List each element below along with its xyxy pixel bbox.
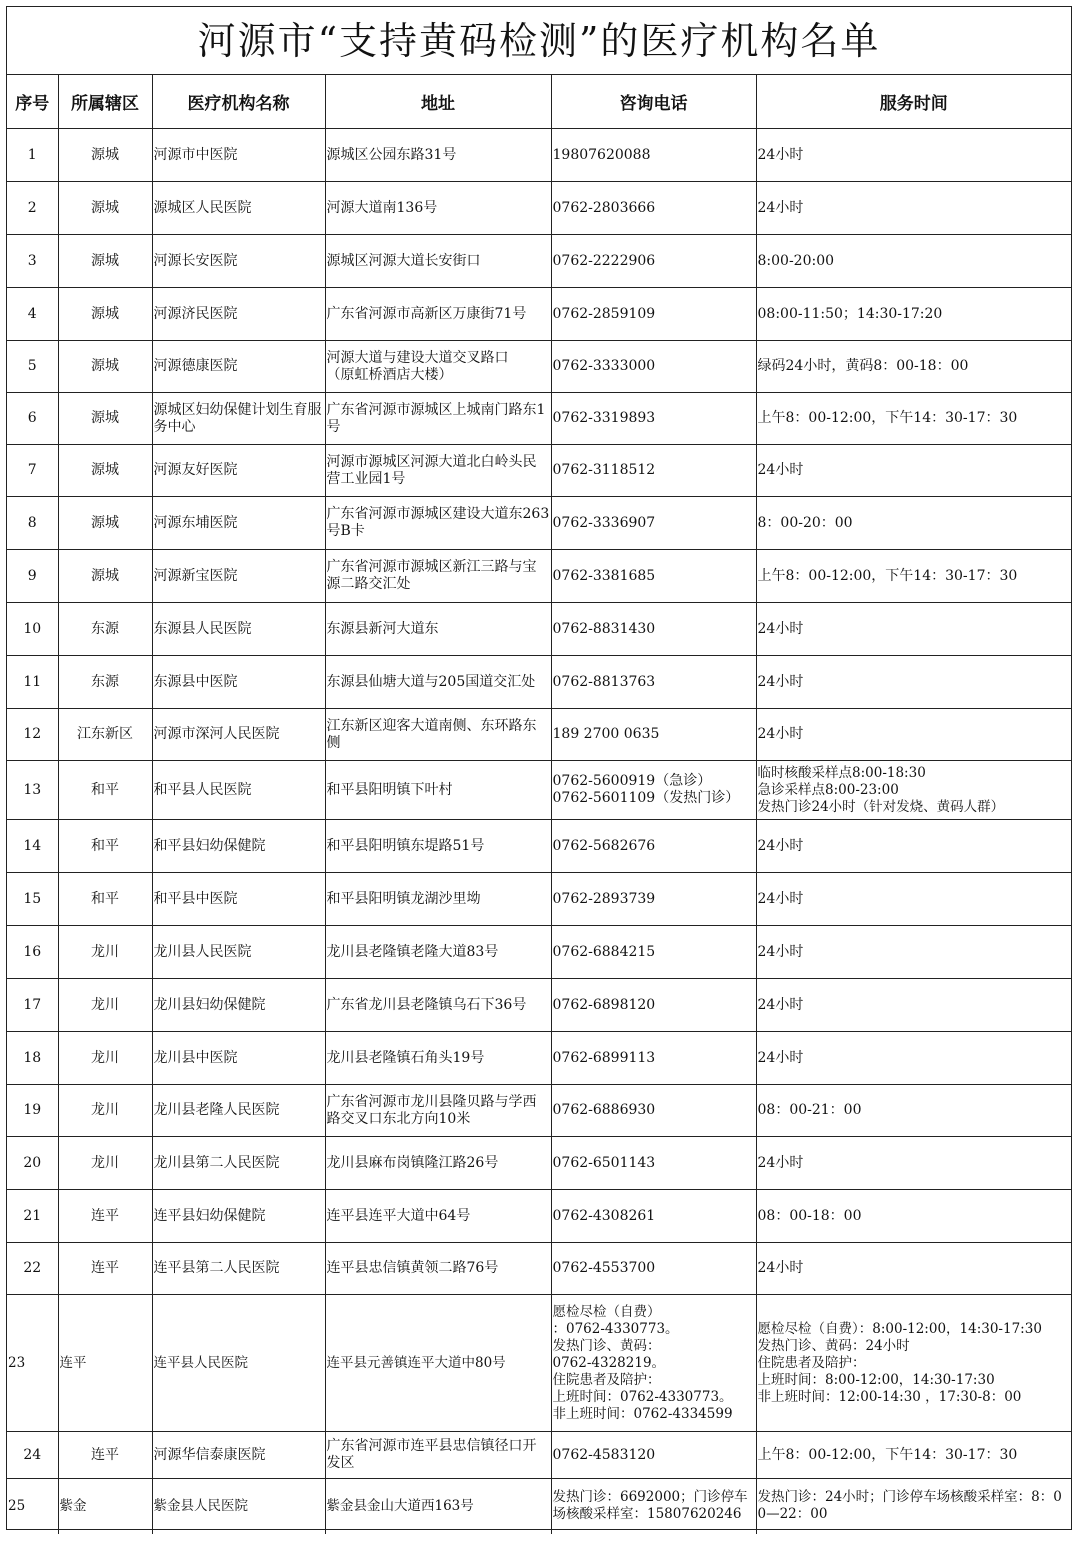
row-service-hours: 临时核酸采样点8:00-18:30 急诊采样点8:00-23:00 发热门诊24小时（针对发烧、黄码人群） xyxy=(756,761,1071,820)
header-service-hours: 服务时间 xyxy=(756,75,1071,129)
row-address: 连平县连平大道中64号 xyxy=(325,1190,551,1243)
row-phone: 0762-6501143 xyxy=(551,1137,756,1190)
row-index: 14 xyxy=(7,820,58,873)
row-index: 17 xyxy=(7,979,58,1032)
row-service-hours: 上午8：00-12:00，下午14：30-17：30 xyxy=(756,1432,1071,1479)
table-row xyxy=(7,235,1071,288)
row-service-hours: 08：00-18：00 xyxy=(756,1190,1071,1243)
row-institution: 龙川县老隆人民医院 xyxy=(152,1085,325,1137)
row-district: 源城 xyxy=(58,550,152,603)
row-service-hours: 24小时 xyxy=(756,873,1071,926)
row-district: 连平 xyxy=(58,1295,152,1432)
row-district: 源城 xyxy=(58,288,152,341)
table-row xyxy=(7,393,1071,445)
row-address: 龙川县老隆镇石角头19号 xyxy=(325,1032,551,1085)
row-index: 21 xyxy=(7,1190,58,1243)
row-phone: 0762-2803666 xyxy=(551,182,756,235)
table-row xyxy=(7,1479,1071,1534)
row-index: 3 xyxy=(7,235,58,288)
row-service-hours: 24小时 xyxy=(756,1243,1071,1295)
row-district: 东源 xyxy=(58,603,152,656)
table-row xyxy=(7,1085,1071,1137)
row-index: 1 xyxy=(7,129,58,182)
row-address: 龙川县麻布岗镇隆江路26号 xyxy=(325,1137,551,1190)
row-address: 广东省河源市源城区建设大道东263号B卡 xyxy=(325,497,551,550)
row-district: 龙川 xyxy=(58,979,152,1032)
row-index: 24 xyxy=(7,1432,58,1479)
row-phone: 0762-4583120 xyxy=(551,1432,756,1479)
row-service-hours: 24小时 xyxy=(756,182,1071,235)
table-row xyxy=(7,761,1071,820)
table-row xyxy=(7,1137,1071,1190)
row-index: 16 xyxy=(7,926,58,979)
row-institution: 东源县中医院 xyxy=(152,656,325,709)
row-address: 东源县新河大道东 xyxy=(325,603,551,656)
row-index: 6 xyxy=(7,393,58,445)
row-phone: 0762-6884215 xyxy=(551,926,756,979)
row-phone: 0762-6899113 xyxy=(551,1032,756,1085)
row-address: 连平县元善镇连平大道中80号 xyxy=(325,1295,551,1432)
row-district: 和平 xyxy=(58,820,152,873)
row-address: 和平县阳明镇下叶村 xyxy=(325,761,551,820)
table-row xyxy=(7,1190,1071,1243)
header-index: 序号 xyxy=(7,75,58,129)
row-institution: 河源市深河人民医院 xyxy=(152,709,325,761)
row-service-hours: 8:00-20:00 xyxy=(756,235,1071,288)
row-institution: 和平县人民医院 xyxy=(152,761,325,820)
institution-table xyxy=(7,75,1071,1534)
row-index: 22 xyxy=(7,1243,58,1295)
row-service-hours: 24小时 xyxy=(756,656,1071,709)
row-index: 11 xyxy=(7,656,58,709)
row-address: 河源大道与建设大道交叉路口 （原虹桥酒店大楼） xyxy=(325,341,551,393)
row-institution: 源城区妇幼保健计划生育服务中心 xyxy=(152,393,325,445)
row-phone: 发热门诊：6692000；门诊停车场核酸采样室：15807620246 xyxy=(551,1479,756,1534)
row-index: 7 xyxy=(7,445,58,497)
row-service-hours: 08:00-11:50；14:30-17:20 xyxy=(756,288,1071,341)
header-phone: 咨询电话 xyxy=(551,75,756,129)
table-row xyxy=(7,709,1071,761)
row-phone: 0762-2893739 xyxy=(551,873,756,926)
row-index: 12 xyxy=(7,709,58,761)
row-index: 9 xyxy=(7,550,58,603)
row-district: 源城 xyxy=(58,393,152,445)
row-service-hours: 发热门诊：24小时；门诊停车场核酸采样室：8：00—22：00 xyxy=(756,1479,1071,1534)
row-institution: 河源济民医院 xyxy=(152,288,325,341)
row-district: 源城 xyxy=(58,341,152,393)
table-row xyxy=(7,1432,1071,1479)
row-district: 源城 xyxy=(58,445,152,497)
row-institution: 源城区人民医院 xyxy=(152,182,325,235)
row-service-hours: 上午8：00-12:00，下午14：30-17：30 xyxy=(756,550,1071,603)
table-row xyxy=(7,1295,1071,1432)
row-service-hours: 24小时 xyxy=(756,1032,1071,1085)
row-phone: 0762-3381685 xyxy=(551,550,756,603)
row-district: 龙川 xyxy=(58,1085,152,1137)
row-district: 源城 xyxy=(58,182,152,235)
row-index: 2 xyxy=(7,182,58,235)
table-row xyxy=(7,445,1071,497)
header-institution: 医疗机构名称 xyxy=(152,75,325,129)
row-phone: 0762-3333000 xyxy=(551,341,756,393)
table-row xyxy=(7,550,1071,603)
row-institution: 河源新宝医院 xyxy=(152,550,325,603)
row-phone: 0762-3319893 xyxy=(551,393,756,445)
row-address: 广东省河源市源城区新江三路与宝源二路交汇处 xyxy=(325,550,551,603)
row-service-hours: 24小时 xyxy=(756,926,1071,979)
row-address: 河源市源城区河源大道北白岭头民营工业园1号 xyxy=(325,445,551,497)
row-institution: 连平县第二人民医院 xyxy=(152,1243,325,1295)
row-service-hours: 绿码24小时，黄码8：00-18：00 xyxy=(756,341,1071,393)
row-institution: 河源德康医院 xyxy=(152,341,325,393)
row-district: 东源 xyxy=(58,656,152,709)
row-index: 19 xyxy=(7,1085,58,1137)
row-institution: 东源县人民医院 xyxy=(152,603,325,656)
row-phone: 0762-2222906 xyxy=(551,235,756,288)
row-institution: 龙川县中医院 xyxy=(152,1032,325,1085)
row-address: 广东省河源市源城区上城南门路东1号 xyxy=(325,393,551,445)
row-index: 25 xyxy=(7,1479,58,1534)
row-institution: 龙川县第二人民医院 xyxy=(152,1137,325,1190)
document-sheet xyxy=(6,6,1072,1530)
row-address: 和平县阳明镇龙湖沙里坳 xyxy=(325,873,551,926)
row-phone: 0762-6886930 xyxy=(551,1085,756,1137)
row-address: 源城区公园东路31号 xyxy=(325,129,551,182)
table-row xyxy=(7,1243,1071,1295)
row-service-hours: 24小时 xyxy=(756,820,1071,873)
row-phone: 0762-8831430 xyxy=(551,603,756,656)
row-institution: 和平县妇幼保健院 xyxy=(152,820,325,873)
row-institution: 河源市中医院 xyxy=(152,129,325,182)
row-service-hours: 24小时 xyxy=(756,603,1071,656)
table-row xyxy=(7,603,1071,656)
row-service-hours: 24小时 xyxy=(756,709,1071,761)
row-institution: 紫金县人民医院 xyxy=(152,1479,325,1534)
row-index: 5 xyxy=(7,341,58,393)
row-address: 和平县阳明镇东堤路51号 xyxy=(325,820,551,873)
row-institution: 和平县中医院 xyxy=(152,873,325,926)
row-phone: 0762-5682676 xyxy=(551,820,756,873)
table-row xyxy=(7,497,1071,550)
row-institution: 河源东埔医院 xyxy=(152,497,325,550)
table-row xyxy=(7,182,1071,235)
table-row xyxy=(7,341,1071,393)
row-district: 源城 xyxy=(58,235,152,288)
row-address: 河源大道南136号 xyxy=(325,182,551,235)
row-district: 源城 xyxy=(58,497,152,550)
row-address: 源城区河源大道长安街口 xyxy=(325,235,551,288)
table-row xyxy=(7,129,1071,182)
row-address: 东源县仙塘大道与205国道交汇处 xyxy=(325,656,551,709)
row-address: 连平县忠信镇黄领二路76号 xyxy=(325,1243,551,1295)
header-address: 地址 xyxy=(325,75,551,129)
row-district: 和平 xyxy=(58,761,152,820)
row-index: 4 xyxy=(7,288,58,341)
row-phone: 愿检尽检（自费） ：0762-4330773。 发热门诊、黄码： 0762-4328219。 住院患者及陪护： 上班时间：0762-4330773。 非上班时间：0762-4334599 xyxy=(551,1295,756,1432)
row-address: 广东省河源市龙川县隆贝路与学西路交叉口东北方向10米 xyxy=(325,1085,551,1137)
table-row xyxy=(7,873,1071,926)
row-index: 8 xyxy=(7,497,58,550)
row-phone: 0762-2859109 xyxy=(551,288,756,341)
table-row xyxy=(7,926,1071,979)
table-row xyxy=(7,820,1071,873)
row-phone: 189 2700 0635 xyxy=(551,709,756,761)
row-service-hours: 24小时 xyxy=(756,1137,1071,1190)
row-service-hours: 24小时 xyxy=(756,979,1071,1032)
table-row xyxy=(7,979,1071,1032)
row-institution: 河源华信泰康医院 xyxy=(152,1432,325,1479)
row-institution: 龙川县妇幼保健院 xyxy=(152,979,325,1032)
row-institution: 河源友好医院 xyxy=(152,445,325,497)
table-row xyxy=(7,288,1071,341)
row-phone: 0762-4308261 xyxy=(551,1190,756,1243)
row-address: 紫金县金山大道西163号 xyxy=(325,1479,551,1534)
row-index: 23 xyxy=(7,1295,58,1432)
row-address: 龙川县老隆镇老隆大道83号 xyxy=(325,926,551,979)
row-institution: 连平县人民医院 xyxy=(152,1295,325,1432)
row-district: 江东新区 xyxy=(58,709,152,761)
row-index: 10 xyxy=(7,603,58,656)
row-address: 广东省河源市高新区万康街71号 xyxy=(325,288,551,341)
row-district: 龙川 xyxy=(58,926,152,979)
row-address: 广东省河源市连平县忠信镇径口开发区 xyxy=(325,1432,551,1479)
row-institution: 河源长安医院 xyxy=(152,235,325,288)
row-district: 连平 xyxy=(58,1190,152,1243)
row-institution: 龙川县人民医院 xyxy=(152,926,325,979)
row-district: 源城 xyxy=(58,129,152,182)
row-phone: 19807620088 xyxy=(551,129,756,182)
row-address: 江东新区迎客大道南侧、东环路东侧 xyxy=(325,709,551,761)
row-phone: 0762-3336907 xyxy=(551,497,756,550)
row-district: 连平 xyxy=(58,1243,152,1295)
row-service-hours: 8：00-20：00 xyxy=(756,497,1071,550)
row-service-hours: 08：00-21：00 xyxy=(756,1085,1071,1137)
row-district: 连平 xyxy=(58,1432,152,1479)
row-service-hours: 愿检尽检（自费）：8:00-12:00，14:30-17:30 发热门诊、黄码：24小时 住院患者及陪护： 上班时间：8:00-12:00，14:30-17:30 非上班时间：12:00-14:30 ，17:30-8：00 xyxy=(756,1295,1071,1432)
row-district: 和平 xyxy=(58,873,152,926)
table-row xyxy=(7,1032,1071,1085)
row-address: 广东省龙川县老隆镇乌石下36号 xyxy=(325,979,551,1032)
row-phone: 0762-6898120 xyxy=(551,979,756,1032)
row-district: 紫金 xyxy=(58,1479,152,1534)
row-phone: 0762-8813763 xyxy=(551,656,756,709)
row-phone: 0762-4553700 xyxy=(551,1243,756,1295)
header-district: 所属辖区 xyxy=(58,75,152,129)
row-institution: 连平县妇幼保健院 xyxy=(152,1190,325,1243)
table-row xyxy=(7,656,1071,709)
page-title: 河源市“支持黄码检测”的医疗机构名单 xyxy=(7,7,1071,75)
row-phone: 0762-5600919（急诊） 0762-5601109（发热门诊） xyxy=(551,761,756,820)
row-phone: 0762-3118512 xyxy=(551,445,756,497)
row-district: 龙川 xyxy=(58,1032,152,1085)
row-index: 18 xyxy=(7,1032,58,1085)
row-district: 龙川 xyxy=(58,1137,152,1190)
row-index: 15 xyxy=(7,873,58,926)
row-service-hours: 24小时 xyxy=(756,445,1071,497)
row-service-hours: 上午8：00-12:00，下午14：30-17：30 xyxy=(756,393,1071,445)
row-index: 13 xyxy=(7,761,58,820)
table-header-row xyxy=(7,75,1071,129)
row-service-hours: 24小时 xyxy=(756,129,1071,182)
row-index: 20 xyxy=(7,1137,58,1190)
